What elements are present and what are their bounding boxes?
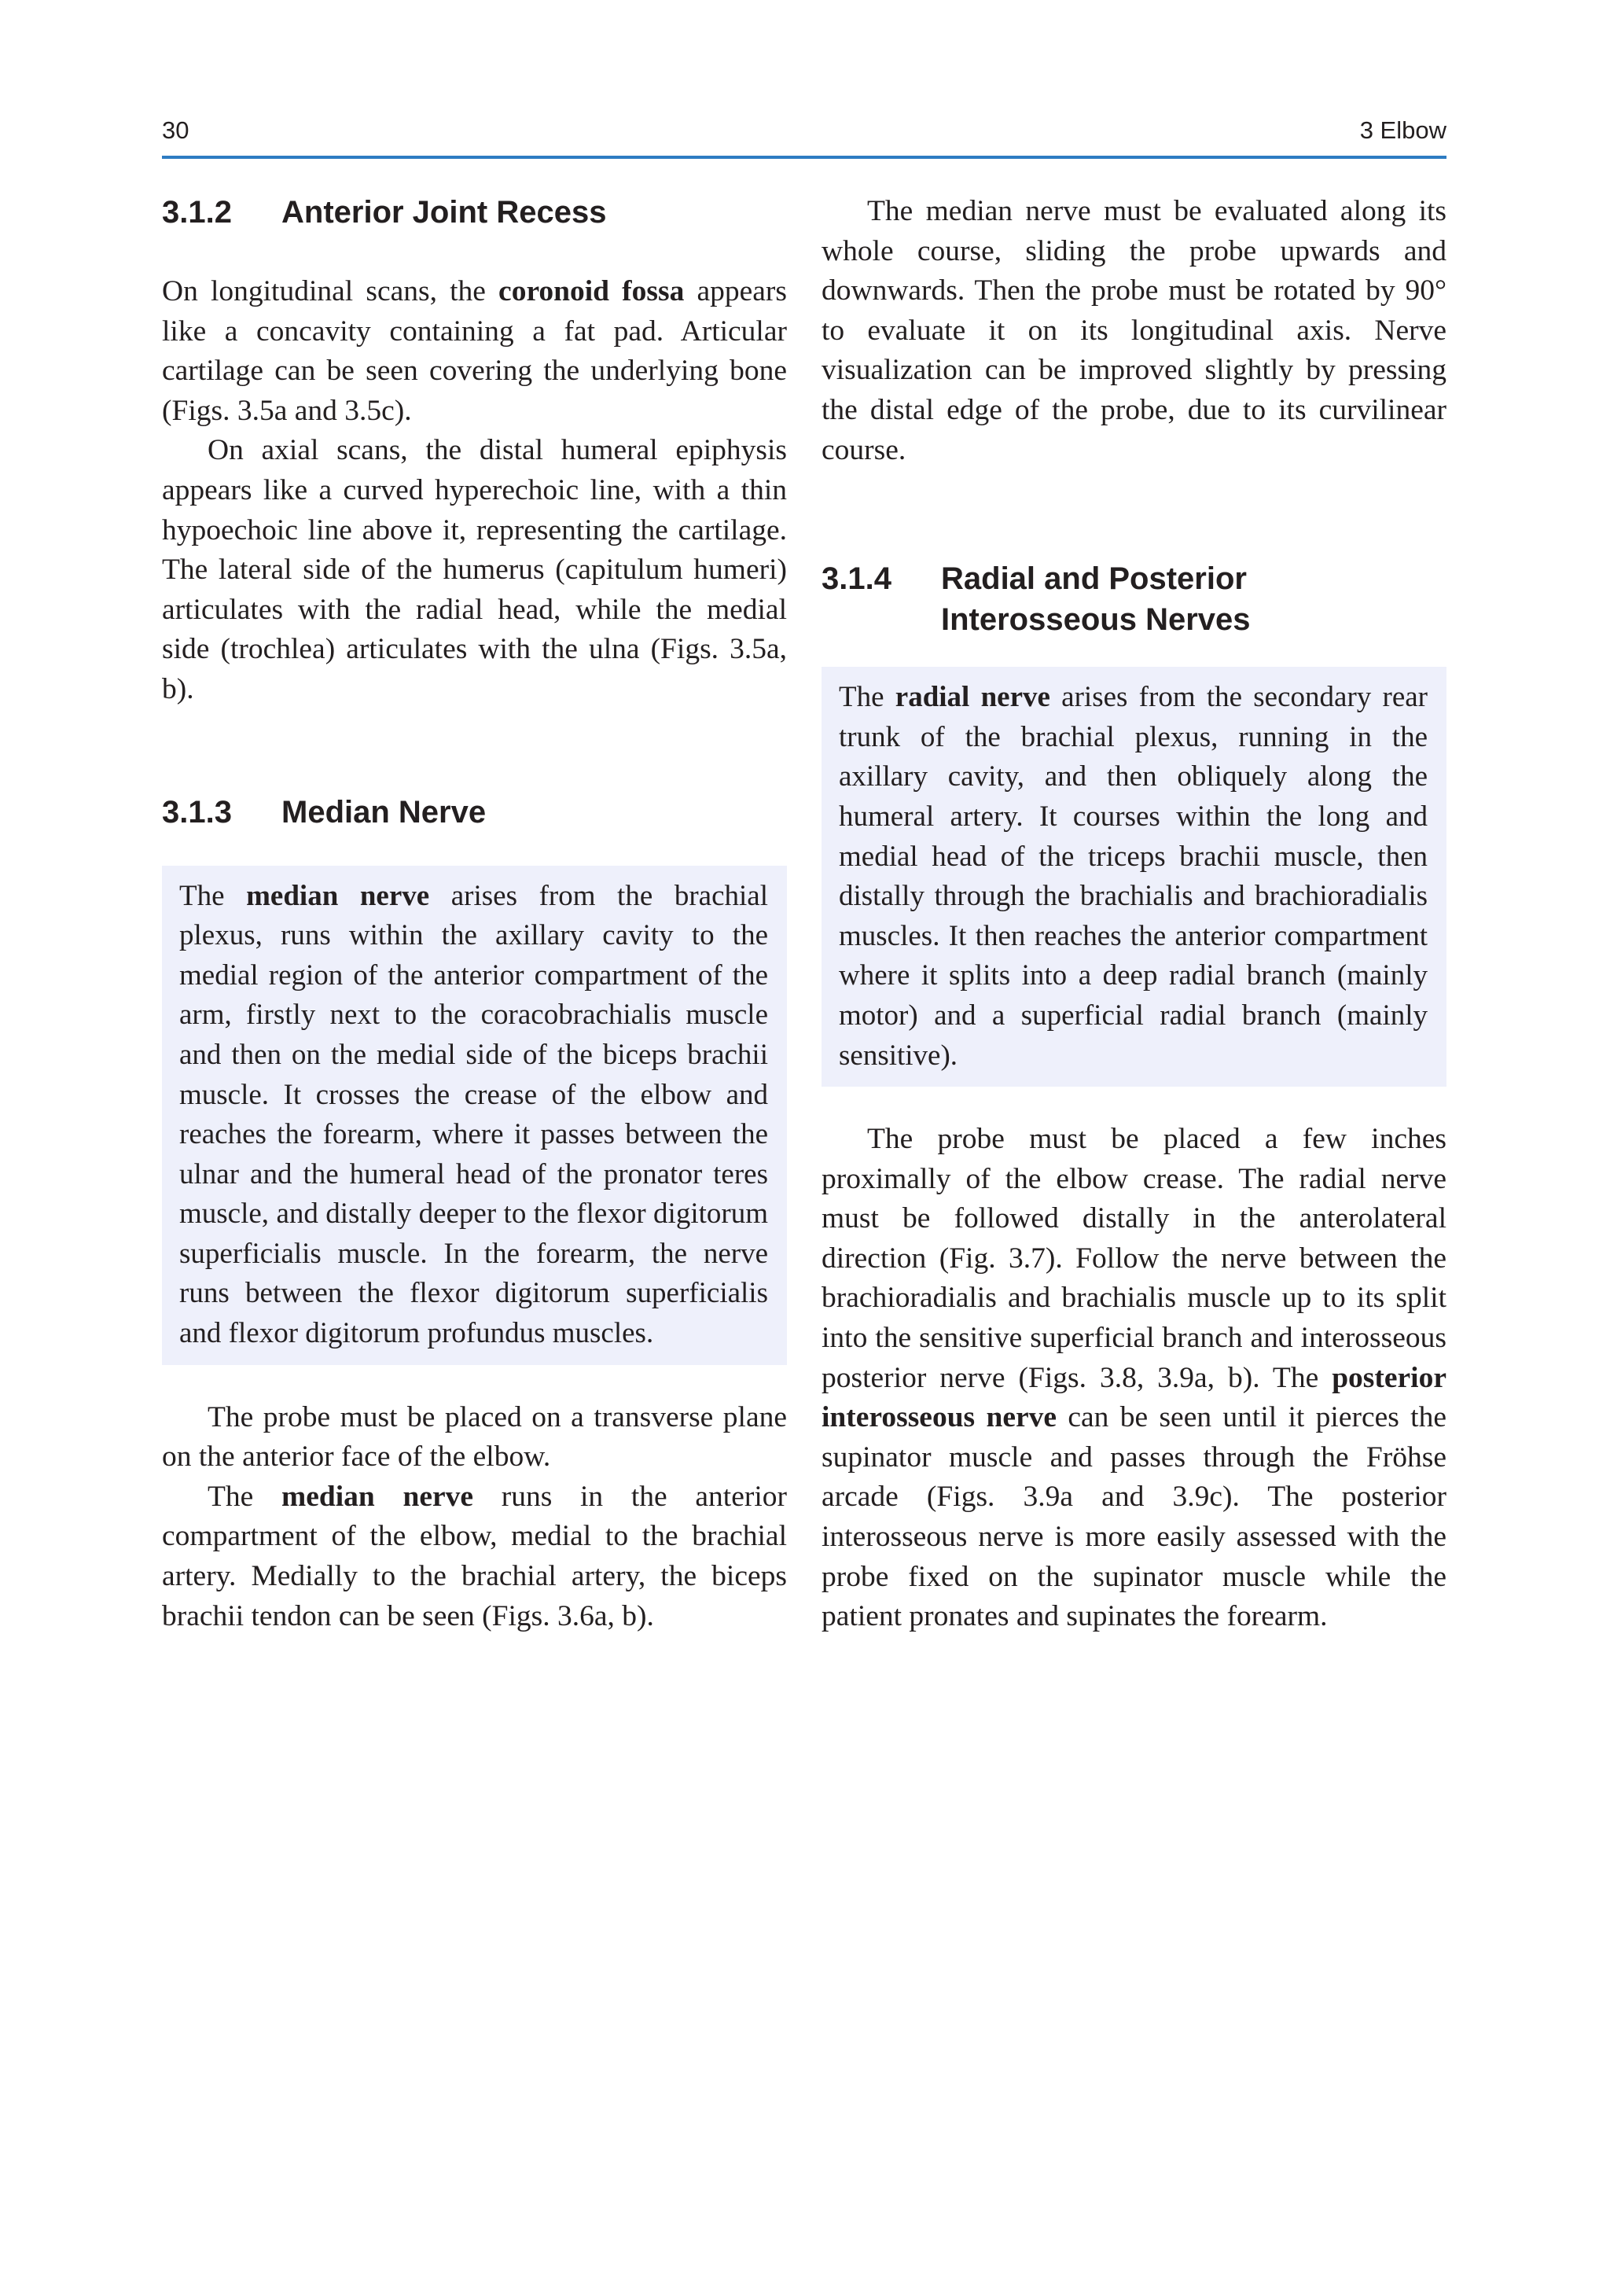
bold-term: radial nerve xyxy=(895,681,1050,714)
paragraph: On axial scans, the distal humeral epiphysis appears like a curved hyperechoic line, with a thin hypoechoic line above it, representing the cartilage. The lateral side of the humerus (capitulum humeri) articulates with the radial head, while the medial side (trochlea) articulates with the ulna (Figs. 3.5a, b). xyxy=(162,434,787,705)
text-run: appears like a concavity containing a fat pad. Articular cartilage can be seen covering the underlying bone (Figs. 3.5a and 3.5c). xyxy=(162,275,788,427)
chapter-title: 3 Elbow xyxy=(1359,116,1446,144)
text-run: runs in the anterior compartment of the elbow, medial to the brachial artery. Medially to the brachial artery, the biceps brachii tendon can be seen (Figs. 3.6a, b). xyxy=(162,1480,787,1632)
bold-term: median nerve xyxy=(281,1480,474,1513)
paragraph: The probe must be placed on a transverse plane on the anterior face of the elbow. xyxy=(162,1400,787,1474)
section-heading-3-1-4 xyxy=(822,558,1446,640)
text-run: The xyxy=(179,879,247,912)
left-column xyxy=(162,192,787,1636)
highlight-box-median-nerve xyxy=(162,866,787,1365)
title-line: Interosseous Nerves xyxy=(941,602,1251,638)
bold-term: posterior interosseous nerve xyxy=(822,1361,1446,1434)
box-paragraph xyxy=(179,877,768,1354)
text-run: arises from the brachial plexus, runs within the axillary cavity to the medial region of the anterior compartment of the arm, firstly next to the coracobrachialis muscle and then on the medial side of the biceps brachii muscle. It crosses the crease of the elbow and reaches the forearm, where it passes between the ulnar and the humeral head of the pronator teres muscle, and distally deeper to the flexor digitorum superficialis muscle. In the forearm, the nerve runs between the flexor digitorum superficialis and flexor digitorum profundus muscles. xyxy=(179,879,768,1350)
page-number: 30 xyxy=(162,116,189,144)
title-line: Radial and Posterior xyxy=(941,561,1247,597)
paragraph xyxy=(162,1477,787,1636)
paragraph xyxy=(162,272,787,431)
paragraph: The median nerve must be evaluated along its whole course, sliding the probe upwards and downwards. Then the probe must be rotated by 90° to evaluate it on its longitudinal axis. Nerve visualization can be improved slightly by pressing the distal edge of the probe, due to its curvilinear course. xyxy=(822,195,1446,466)
paragraph xyxy=(822,1120,1446,1637)
text-run: arises from the secondary rear trunk of the brachial plexus, running in the axillary cavity, and then obliquely along the humeral artery. It courses within the long and medial head of the triceps brachii muscle, then distally through the brachialis and brachioradialis muscles. It then reaches the anterior compartment where it splits into a deep radial branch (mainly motor) and a superficial radial branch (mainly sensitive). xyxy=(839,681,1428,1072)
section-heading-3-1-2 xyxy=(162,192,787,233)
text-run: The xyxy=(839,681,895,714)
right-column xyxy=(822,192,1446,1637)
highlight-box-radial-nerve xyxy=(822,667,1446,1087)
box-paragraph xyxy=(839,678,1428,1076)
text-run: The probe must be placed a few inches proximally of the elbow crease. The radial nerve must be followed distally in the anterolateral direction (Fig. 3.7). Follow the nerve between the brachioradialis and brachialis muscle up to its split into the sensitive superficial branch and interosseous posterior nerve (Figs. 3.8, 3.9a, b). The xyxy=(822,1123,1446,1394)
bold-term: median nerve xyxy=(246,879,430,912)
section-title: Anterior Joint Recess xyxy=(281,195,607,230)
text-run: can be seen until it pierces the supinator muscle and passes through the Fröhse arcade (Figs. 3.9a and 3.9c). The posterior interosseous nerve is more easily assessed with the probe fixed on the supinator muscle while the patient pronates and supinates the forearm. xyxy=(822,1401,1446,1633)
text-run: The xyxy=(208,1480,282,1513)
section-number: 3.1.3 xyxy=(162,794,232,830)
running-header xyxy=(162,113,1446,159)
section-title: Median Nerve xyxy=(281,794,487,830)
section-number: 3.1.4 xyxy=(822,561,891,597)
bold-term: coronoid fossa xyxy=(498,275,685,307)
section-heading-3-1-3 xyxy=(162,792,787,833)
section-number: 3.1.2 xyxy=(162,195,232,230)
text-run: On longitudinal scans, the xyxy=(162,275,499,307)
section-title xyxy=(941,558,1446,640)
